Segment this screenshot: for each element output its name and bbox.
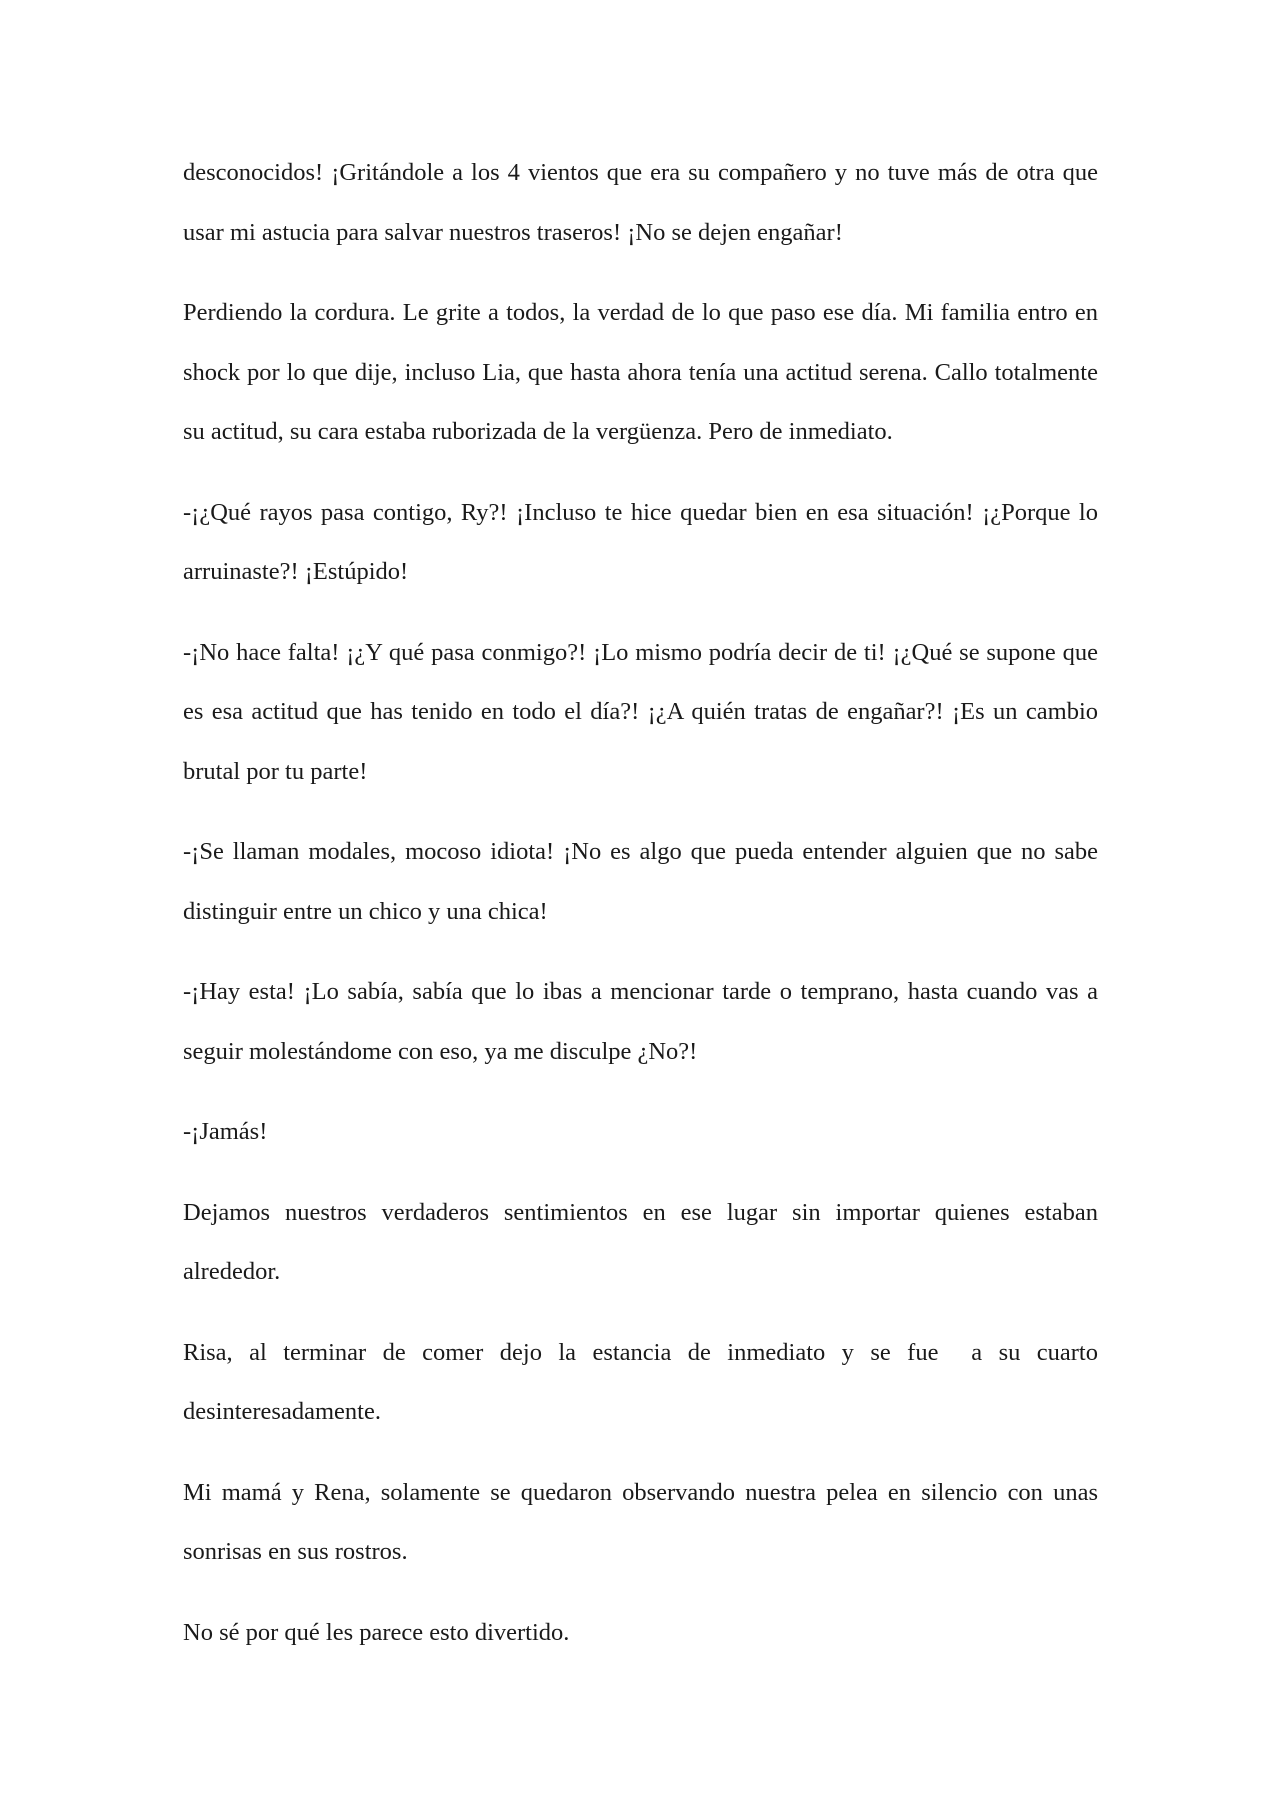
paragraph-4: -¡No hace falta! ¡¿Y qué pasa conmigo?! ¡Lo mismo podría decir de ti! ¡¿Qué se supone que es esa actitud que has tenido en todo el día?! ¡¿A quién tratas de engañar?! ¡Es un cambio brutal por tu parte! <box>183 638 1105 785</box>
paragraph-10: Mi mamá y Rena, solamente se quedaron observando nuestra pelea en silencio con unas sonrisas en sus rostros. <box>183 1478 1105 1565</box>
paragraph-7: -¡Jamás! <box>183 1118 268 1145</box>
document-body <box>183 143 1105 1683</box>
paragraph-9: Risa, al terminar de comer dejo la estancia de inmediato y se fue a su cuarto desinteresadamente. <box>183 1338 1105 1425</box>
paragraph-3: -¡¿Qué rayos pasa contigo, Ry?! ¡Incluso te hice quedar bien en esa situación! ¡¿Porque lo arruinaste?! ¡Estúpido! <box>183 498 1105 585</box>
paragraph-11: No sé por qué les parece esto divertido. <box>183 1618 570 1646</box>
paragraph-2: Perdiendo la cordura. Le grite a todos, la verdad de lo que paso ese día. Mi familia entro en shock por lo que dije, incluso Lia, que hasta ahora tenía una actitud serena. Callo totalmente su actitud, su cara estaba ruborizada de la vergüenza. Pero de inmediato. <box>183 299 1105 445</box>
paragraph-6: -¡Hay esta! ¡Lo sabía, sabía que lo ibas a mencionar tarde o temprano, hasta cuando vas a seguir molestándome con eso, ya me disculpe ¿No?! <box>183 978 1105 1065</box>
paragraph-5: -¡Se llaman modales, mocoso idiota! ¡No es algo que pueda entender alguien que no sabe distinguir entre un chico y una chica! <box>183 838 1105 925</box>
paragraph-8: Dejamos nuestros verdaderos sentimientos en ese lugar sin importar quienes estaban alrededor. <box>183 1198 1105 1285</box>
paragraph-1: desconocidos! ¡Gritándole a los 4 vientos que era su compañero y no tuve más de otra que usar mi astucia para salvar nuestros traseros! ¡No se dejen engañar! <box>183 159 1105 246</box>
